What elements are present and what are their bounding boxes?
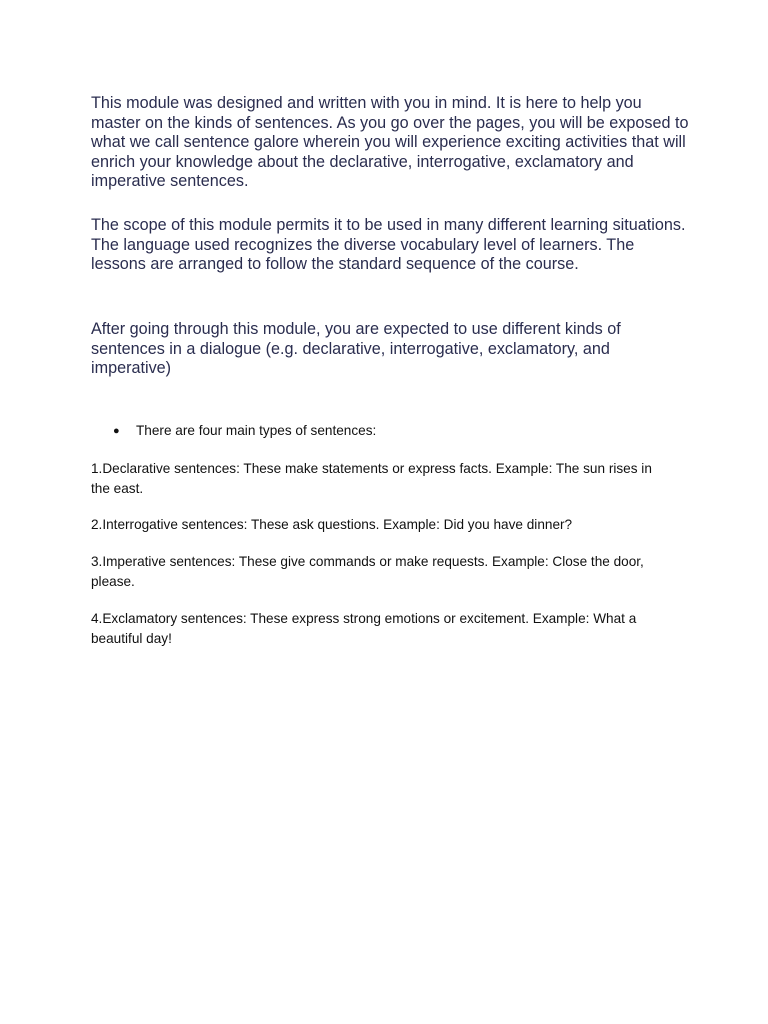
sentence-type-interrogative: 2.Interrogative sentences: These ask questions. Example: Did you have dinner?	[91, 517, 573, 532]
bullet-list	[91, 422, 691, 440]
list-item	[91, 422, 691, 440]
intro-paragraph-purpose: This module was designed and written with you in mind. It is here to help you master on the kinds of sentences. As you go over the pages, you will be exposed to what we call sentence galore wherein you will experience exciting activities that will enrich your knowledge about the declarative, interrogative, exclamatory and imperative sentences.	[91, 94, 689, 190]
intro-paragraph-objective: After going through this module, you are expected to use different kinds of sentences in a dialogue (e.g. declarative, interrogative, exclamatory, and imperative)	[91, 320, 621, 377]
sentence-type-imperative: 3.Imperative sentences: These give commands or make requests. Example: Close the door, please.	[91, 554, 644, 589]
sentence-type-exclamatory: 4.Exclamatory sentences: These express strong emotions or excitement. Example: What a beautiful day!	[91, 611, 637, 646]
intro-paragraph-scope: The scope of this module permits it to be used in many different learning situations. The language used recognizes the diverse vocabulary level of learners. The lessons are arranged to follow the standard sequence of the course.	[91, 216, 686, 273]
bullet-dot-icon: ●	[113, 425, 120, 437]
sentence-type-declarative: 1.Declarative sentences: These make statements or express facts. Example: The sun rises in the east.	[91, 461, 652, 496]
bullet-text: There are four main types of sentences:	[136, 423, 377, 438]
